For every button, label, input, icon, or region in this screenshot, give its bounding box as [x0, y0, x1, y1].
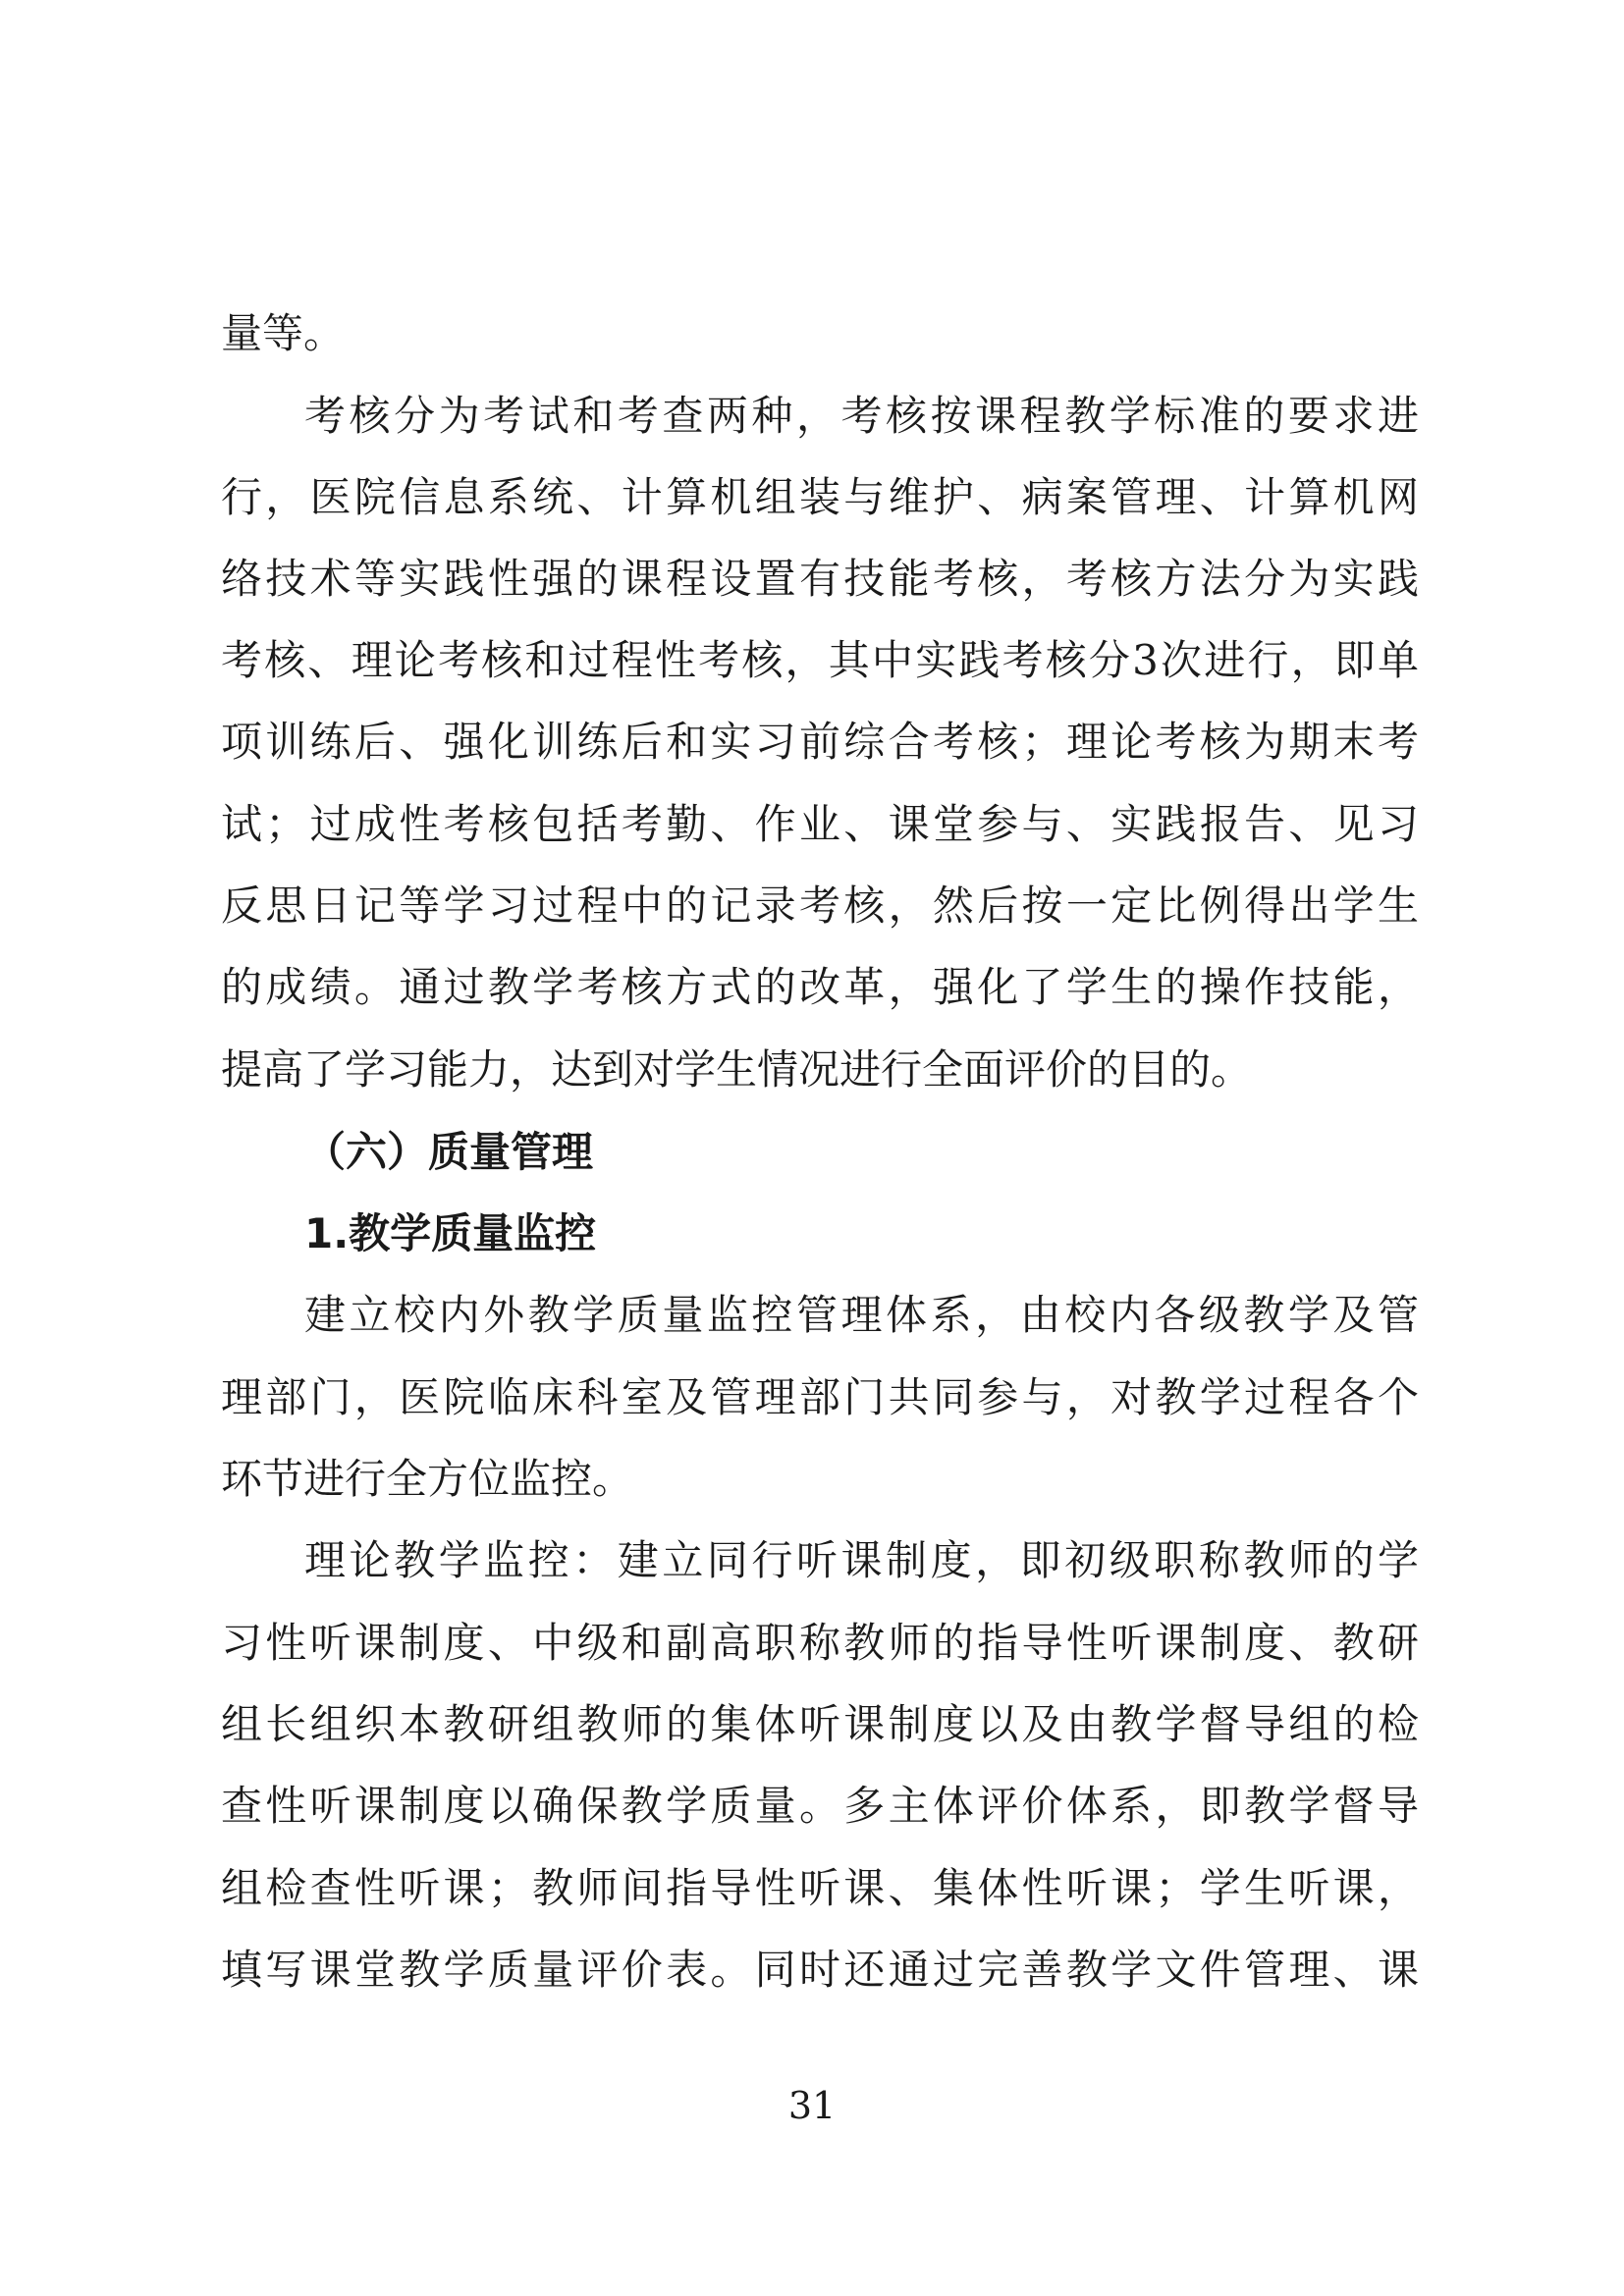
body-text-line: 查性听课制度以确保教学质量。多主体评价体系，即教学督导	[221, 1782, 1419, 1830]
body-text-line: 络技术等实践性强的课程设置有技能考核，考核方法分为实践	[221, 555, 1419, 603]
body-text-line: 组检查性听课；教师间指导性听课、集体性听课；学生听课，	[221, 1864, 1419, 1912]
body-text-line: 试；过成性考核包括考勤、作业、课堂参与、实践报告、见习	[221, 800, 1419, 848]
body-text-line: 量等。	[221, 309, 346, 357]
section-heading: （六）质量管理	[304, 1128, 594, 1176]
body-text-line: 考核、理论考核和过程性考核，其中实践考核分3次进行，即单	[221, 636, 1419, 684]
body-text-line: 理部门，医院临床科室及管理部门共同参与，对教学过程各个	[221, 1373, 1419, 1421]
body-text-line: 填写课堂教学质量评价表。同时还通过完善教学文件管理、课	[221, 1946, 1419, 1994]
body-text-line: 的成绩。通过教学考核方式的改革，强化了学生的操作技能，	[221, 963, 1419, 1011]
body-text-line: 理论教学监控：建立同行听课制度，即初级职称教师的学	[304, 1536, 1419, 1584]
body-text-line: 行，医院信息系统、计算机组装与维护、病案管理、计算机网	[221, 473, 1419, 521]
body-text-line: 考核分为考试和考查两种，考核按课程教学标准的要求进	[304, 392, 1419, 440]
body-text-line: 环节进行全方位监控。	[221, 1455, 634, 1503]
body-text-line: 反思日记等学习过程中的记录考核，然后按一定比例得出学生	[221, 881, 1419, 930]
body-text-line: 建立校内外教学质量监控管理体系，由校内各级教学及管	[304, 1291, 1419, 1339]
body-text-line: 习性听课制度、中级和副高职称教师的指导性听课制度、教研	[221, 1619, 1419, 1667]
body-text-line: 组长组织本教研组教师的集体听课制度以及由教学督导组的检	[221, 1700, 1419, 1748]
body-text-line: 提高了学习能力，达到对学生情况进行全面评价的目的。	[221, 1045, 1253, 1094]
body-text-line: 项训练后、强化训练后和实习前综合考核；理论考核为期末考	[221, 718, 1419, 766]
page-number: 31	[787, 2084, 837, 2127]
subsection-heading: 1.教学质量监控	[304, 1209, 597, 1257]
